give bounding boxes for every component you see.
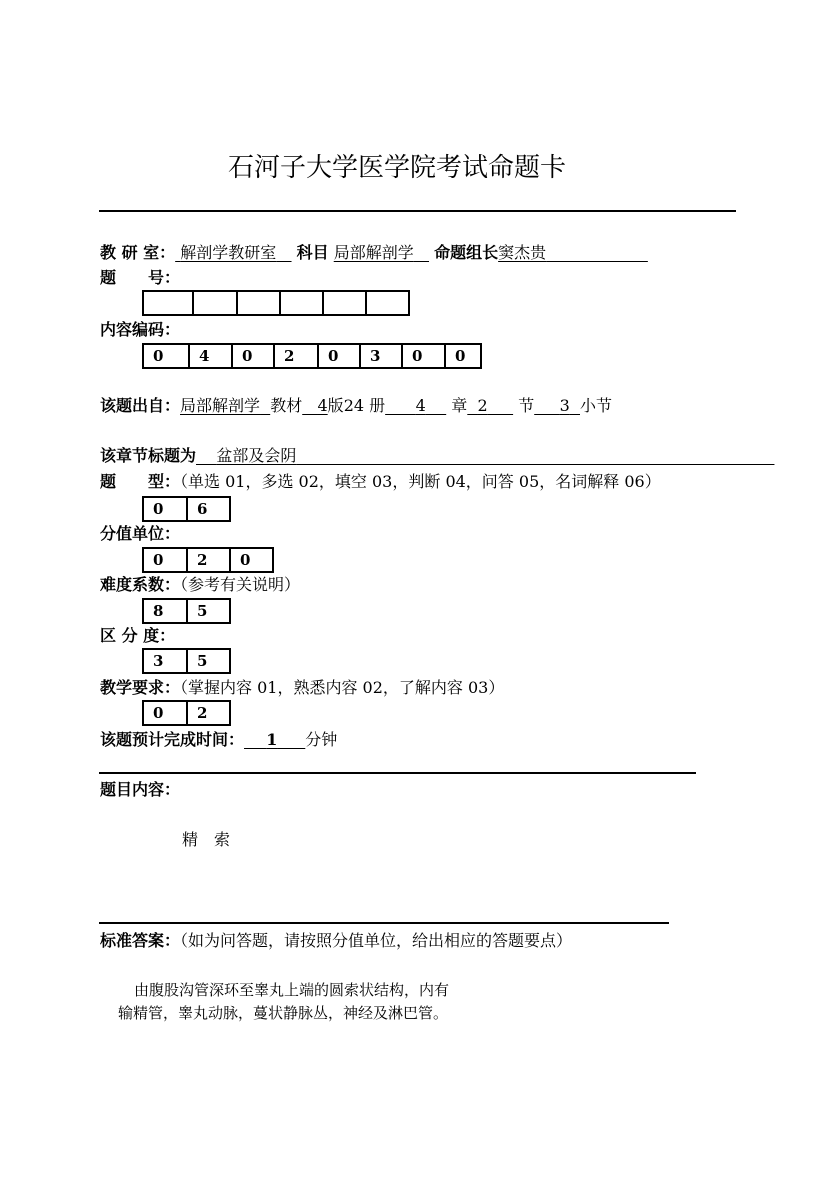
score-unit-boxes — [142, 547, 274, 573]
qtype-digit: 0 — [153, 500, 164, 518]
page-title: 石河子大学医学院考试命题卡 — [228, 153, 567, 183]
answer-text-line2: 输精管，睾丸动脉，蔓状静脉丛，神经及淋巴管。 — [118, 1004, 449, 1022]
chapter-text: 章 — [451, 396, 468, 415]
time-unit: 分钟 — [305, 730, 338, 749]
qnum-boxes — [142, 290, 410, 316]
qtype-boxes — [142, 496, 231, 522]
difficulty-line — [100, 575, 300, 595]
subsection-text: 小节 — [580, 396, 613, 415]
header-line — [100, 243, 648, 263]
section-text: 节 — [518, 396, 535, 415]
qtype-label: 题 型： — [100, 472, 181, 491]
qnum-label: 题 号： — [100, 268, 181, 287]
source-label: 该题出自： — [100, 396, 181, 415]
qnum-box — [144, 292, 192, 314]
question-divider — [99, 772, 696, 774]
code-digit: 2 — [273, 345, 317, 367]
code-digit: 3 — [359, 345, 401, 367]
qnum-box — [365, 292, 408, 314]
textbook-text: 教材 — [270, 396, 303, 415]
section-value: 2 — [477, 396, 488, 415]
score-unit-digit: 2 — [186, 549, 229, 571]
difficulty-boxes — [142, 598, 231, 624]
subsection-value: 3 — [559, 396, 570, 415]
difficulty-note: （参考有关说明） — [180, 575, 301, 594]
edition-value: 4 — [317, 396, 328, 415]
teaching-req-boxes — [142, 700, 231, 726]
qnum-box — [192, 292, 236, 314]
teaching-req-digit: 0 — [153, 704, 164, 722]
code-digit: 0 — [153, 347, 164, 365]
difficulty-label: 难度系数： — [100, 575, 181, 594]
score-unit-digit: 0 — [153, 551, 164, 569]
answer-divider — [99, 922, 669, 924]
source-line — [100, 396, 612, 416]
content-code-boxes — [142, 343, 482, 369]
answer-label: 标准答案： — [100, 931, 181, 950]
qtype-digit: 6 — [186, 498, 229, 520]
chapter-value: 4 — [415, 396, 426, 415]
title-divider — [99, 210, 736, 212]
subject-label: 科目 — [296, 243, 329, 262]
discrimination-boxes — [142, 648, 231, 674]
answer-text-line1: 由腹股沟管深环至睾丸上端的圆索状结构，内有 — [134, 981, 450, 999]
qtype-line — [100, 472, 661, 492]
code-digit: 0 — [231, 345, 273, 367]
difficulty-digit: 5 — [186, 600, 229, 622]
teaching-req-digit: 2 — [186, 702, 229, 724]
source-book: 局部解剖学 — [180, 396, 261, 415]
teaching-req-note: （掌握内容 01，熟悉内容 02，了解内容 03） — [180, 678, 505, 697]
dept-label: 教 研 室： — [100, 243, 176, 262]
time-label: 该题预计完成时间： — [100, 730, 245, 749]
difficulty-digit: 8 — [153, 602, 164, 620]
time-line — [100, 730, 337, 750]
score-unit-label: 分值单位： — [100, 524, 181, 543]
chapter-title-label: 该章节标题为 — [100, 446, 197, 465]
answer-line — [100, 931, 572, 951]
chapter-title-line — [100, 446, 774, 466]
discrimination-label: 区 分 度： — [100, 626, 176, 645]
discrimination-digit: 3 — [153, 652, 164, 670]
code-digit: 0 — [317, 345, 359, 367]
teaching-req-label: 教学要求： — [100, 678, 181, 697]
question-label: 题目内容： — [100, 780, 181, 799]
leader-value: 窦杰贵 — [498, 243, 547, 262]
teaching-req-line — [100, 678, 504, 698]
qnum-box — [322, 292, 365, 314]
dept-value: 解剖学教研室 — [180, 243, 277, 262]
qtype-note: （单选 01，多选 02，填空 03，判断 04，问答 05，名词解释 06） — [180, 472, 661, 491]
code-digit: 0 — [401, 345, 444, 367]
edition-text: 版 — [327, 396, 344, 415]
discrimination-digit: 5 — [186, 650, 229, 672]
content-code-label: 内容编码： — [100, 320, 181, 339]
answer-note: （如为问答题，请按照分值单位，给出相应的答题要点） — [180, 931, 573, 950]
leader-label: 命题组长 — [434, 243, 499, 262]
qnum-box — [236, 292, 279, 314]
time-value: 1 — [266, 730, 278, 749]
qnum-box — [279, 292, 322, 314]
chapter-title-value: 盆部及会阴 — [216, 446, 297, 465]
question-text: 精 索 — [182, 830, 231, 849]
code-digit: 4 — [188, 345, 231, 367]
score-unit-digit: 0 — [229, 549, 272, 571]
subject-value: 局部解剖学 — [333, 243, 414, 262]
volume-text: 24 册 — [343, 396, 386, 415]
code-digit: 0 — [444, 345, 480, 367]
